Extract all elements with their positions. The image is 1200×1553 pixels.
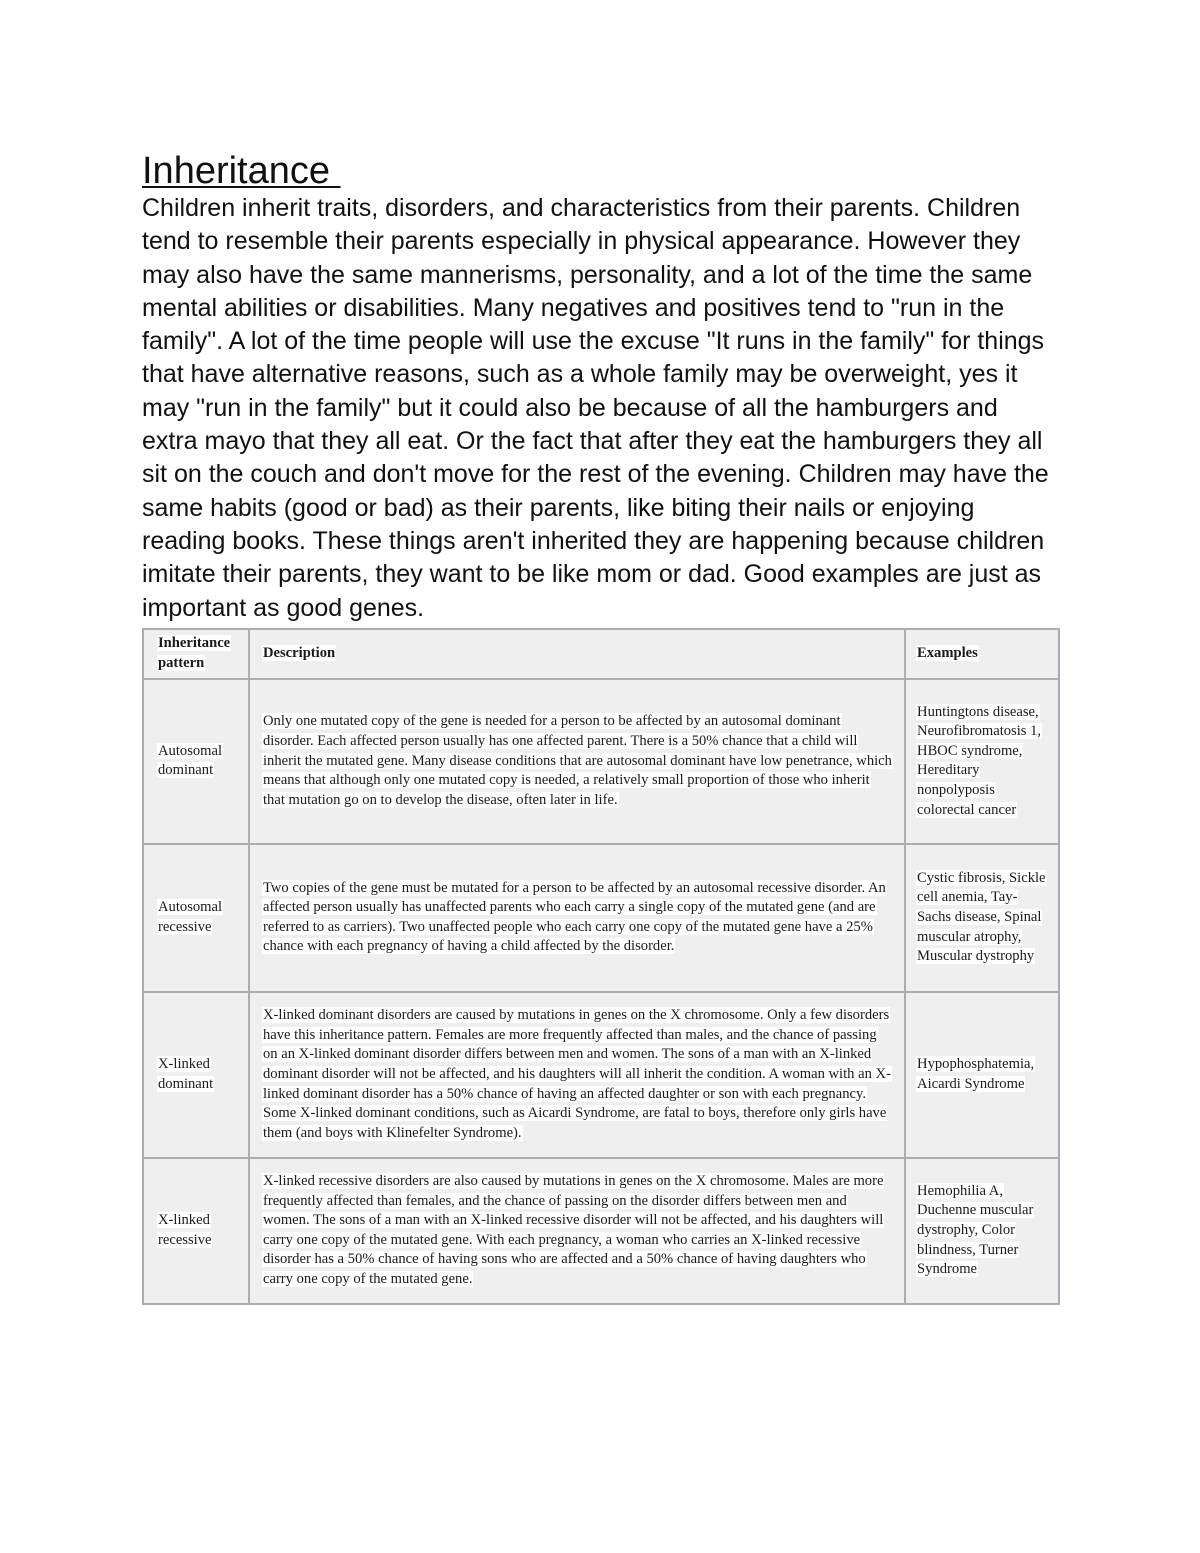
header-examples: Examples: [905, 629, 1059, 679]
table-row: [143, 1158, 1059, 1304]
description-cell: Only one mutated copy of the gene is needed for a person to be affected by an autosomal dominant disorder. Each affected person usually has one affected parent. There is a 50% chance that a child will inherit the mutated gene. Many disease conditions that are autosomal dominant have low penetrance, which means that although only one mutated copy is needed, a relatively small proportion of those who inherit that mutation go on to develop the disease, often later in life.: [249, 679, 905, 844]
pattern-cell: X-linked dominant: [143, 992, 249, 1158]
inheritance-table: [142, 628, 1060, 1305]
examples-cell: Hemophilia A, Duchenne muscular dystrophy, Color blindness, Turner Syndrome: [905, 1158, 1059, 1304]
examples-cell: Cystic fibrosis, Sickle cell anemia, Tay-Sachs disease, Spinal muscular atrophy, Muscular dystrophy: [905, 844, 1059, 992]
table-row: [143, 844, 1059, 992]
pattern-cell: Autosomal recessive: [143, 844, 249, 992]
table-header-row: [143, 629, 1059, 679]
page-title: Inheritance: [142, 150, 341, 192]
description-cell: X-linked recessive disorders are also caused by mutations in genes on the X chromosome. Males are more frequently affected than females, and the chance of passing on the disorder differs between men and women. The sons of a man with an X-linked recessive disorder will not be affected, and his daughters will carry one copy of the mutated gene. With each pregnancy, a woman who carries an X-linked recessive disorder has a 50% chance of having sons who are affected and a 50% chance of having daughters who carry one copy of the mutated gene.: [249, 1158, 905, 1304]
description-cell: X-linked dominant disorders are caused by mutations in genes on the X chromosome. Only a few disorders have this inheritance pattern. Females are more frequently affected than males, and the chance of passing on an X-linked dominant disorder differs between men and women. The sons of a man with an X-linked dominant disorder will not be affected, and his daughters will all inherit the condition. A woman with an X-linked dominant disorder has a 50% chance of having an affected daughter or son with each pregnancy. Some X-linked dominant conditions, such as Aicardi Syndrome, are fatal to boys, therefore only girls have them (and boys with Klinefelter Syndrome).: [249, 992, 905, 1158]
examples-cell: Huntingtons disease, Neurofibromatosis 1, HBOC syndrome, Hereditary nonpolyposis colorectal cancer: [905, 679, 1059, 844]
table-row: [143, 992, 1059, 1158]
intro-paragraph: Children inherit traits, disorders, and characteristics from their parents. Children tend to resemble their parents especially in physical appearance. However they may also have the same mannerisms, personality, and a lot of the time the same mental abilities or disabilities. Many negatives and positives tend to "run in the family". A lot of the time people will use the excuse "It runs in the family" for things that have alternative reasons, such as a whole family may be overweight, yes it may "run in the family" but it could also be because of all the hamburgers and extra mayo that they all eat. Or the fact that after they eat the hamburgers they all sit on the couch and don't move for the rest of the evening. Children may have the same habits (good or bad) as their parents, like biting their nails or enjoying reading books. These things aren't inherited they are happening because children imitate their parents, they want to be like mom or dad. Good examples are just as important as good genes.: [142, 194, 1049, 622]
header-description: Description: [249, 629, 905, 679]
document-page: [142, 150, 1060, 1305]
description-cell: Two copies of the gene must be mutated for a person to be affected by an autosomal recessive disorder. An affected person usually has unaffected parents who each carry a single copy of the mutated gene (and are referred to as carriers). Two unaffected people who each carry one copy of the mutated gene have a 25% chance with each pregnancy of having a child affected by the disorder.: [249, 844, 905, 992]
table-row: [143, 679, 1059, 844]
pattern-cell: X-linked recessive: [143, 1158, 249, 1304]
examples-cell: Hypophosphatemia, Aicardi Syndrome: [905, 992, 1059, 1158]
header-inheritance-pattern: Inheritance pattern: [143, 629, 249, 679]
pattern-cell: Autosomal dominant: [143, 679, 249, 844]
